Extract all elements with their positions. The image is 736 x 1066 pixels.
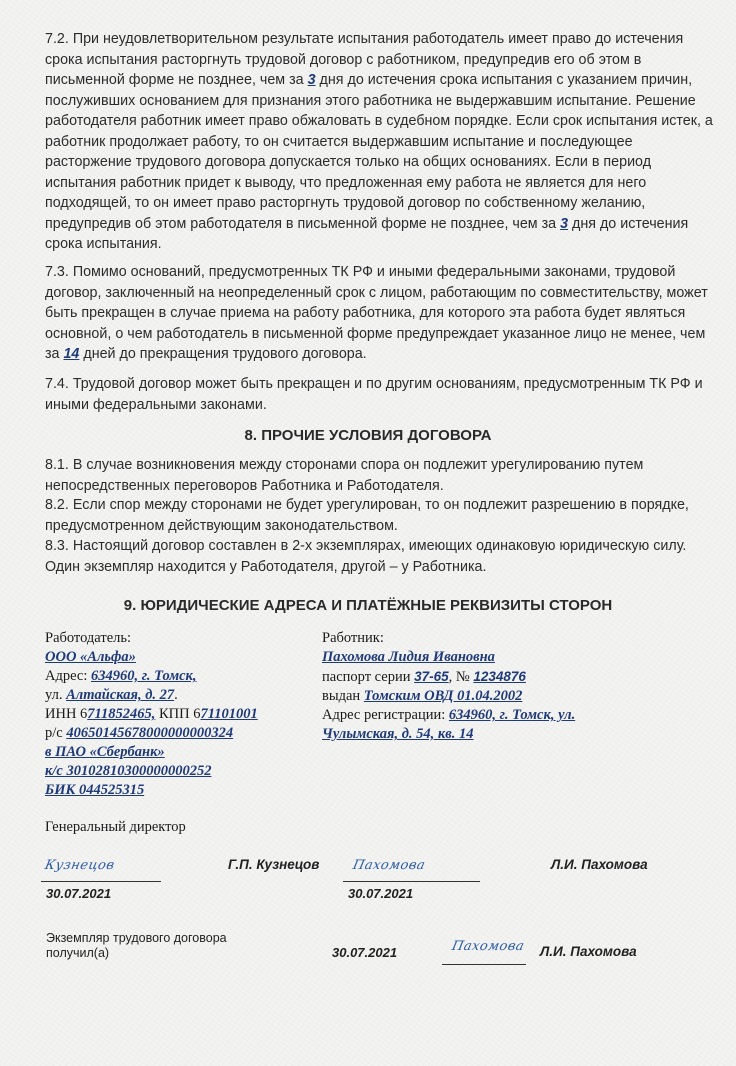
receipt-signer-name: Л.И. Пахомова (540, 944, 637, 959)
employee-label: Работник: (322, 630, 384, 646)
clause-7-3: 7.3. Помимо оснований, предусмотренных ТК РФ и иными федеральными законами, трудовой договор, заключенный на неопределенный срок с лицом, работающим по совместительству, может быть прекращен в случае приема на работу работника, для которого эта работа будет являться основной, о чем работодатель в письменной форме предупреждает указанное лицо не менее, чем за 14 дней до прекращения трудового договора. (45, 264, 708, 362)
director-title: Генеральный директор (45, 819, 186, 835)
employee-signature-line (343, 881, 480, 882)
section-8-title: 8. ПРОЧИЕ УСЛОВИЯ ДОГОВОРА (244, 427, 492, 444)
clause-8-2: 8.2. Если спор между сторонами не будет урегулирован, то он подлежит разрешению в порядке, предусмотренном действующим законодательством. (45, 497, 689, 534)
section-9-title: 9. ЮРИДИЧЕСКИЕ АДРЕСА И ПЛАТЁЖНЫЕ РЕКВИЗИТЫ СТОРОН (123, 597, 613, 614)
employer-corr-account: к/с 30102810300000000252 (45, 763, 212, 779)
clause-8-1: 8.1. В случае возникновения между сторонами спора он подлежит урегулированию путем непосредственных переговоров Работника и Работодателя. (45, 457, 644, 494)
employer-bank: в ПАО «Сбербанк» (45, 744, 165, 760)
notice-days-field: 3 (560, 215, 569, 232)
employee-details: Работник: Пахомова Лидия Ивановна паспорт серии 37-65, № 1234876 выдан Томским ОВД 01.04.2002 Адрес регистрации: 634960, г. Томск, ул. Чулымская, д. 54, кв. 14 (322, 630, 576, 742)
employee-sign-date: 30.07.2021 (348, 886, 414, 901)
employee-reg-address-cont: Чулымская, д. 54, кв. 14 (322, 726, 474, 742)
notice-days-field: 3 (307, 72, 316, 88)
employer-inn: 711852465, (87, 706, 156, 722)
employer-signature: Кузнецов (43, 858, 117, 873)
employee-signature: Пахомова (351, 858, 427, 873)
employer-signer-name: Г.П. Кузнецов (228, 857, 320, 872)
employer-kpp: 71101001 (200, 706, 258, 722)
employer-account: 40650145678000000000324 (66, 725, 234, 741)
employee-reg-address: 634960, г. Томск, ул. (448, 707, 576, 723)
receipt-signature: Пахомова (450, 939, 526, 954)
employer-sign-date: 30.07.2021 (46, 886, 112, 901)
employer-signature-line (41, 881, 161, 882)
receipt-date: 30.07.2021 (332, 945, 398, 960)
employee-name: Пахомова Лидия Ивановна (322, 649, 495, 665)
employer-name: ООО «Альфа» (45, 649, 136, 665)
clause-7-2: 7.2. При неудовлетворительном результате испытания работодатель имеет право до истечения срока испытания расторгнуть трудовой договор с работником, предупредив его об этом в письменной форме не позднее, чем за 3 дня до истечения срока испытания с указанием причин, послуживших основанием для признания этого работника не выдержавшим испытание. Решение работодателя работник имеет право обжаловать в судебном порядке. Если срок испытания истек, а работник продолжает работу, то он считается выдержавшим испытание и последующее расторжение трудового договора допускается только на общих основаниях. Если в период испытания работник придет к выводу, что предложенная ему работа не является для него подходящей, то он имеет право расторгнуть трудовой договор по собственному желанию, предупредив об этом работодателя в письменной форме не позднее, чем за 3 дня до истечения срока испытания. (45, 31, 713, 252)
employer-details: Работодатель: ООО «Альфа» Адрес: 634960, г. Томск, ул. Алтайская, д. 27. ИНН 6711852465, КПП 671101001 р/с 40650145678000000000324 в ПАО «Сбербанк» к/с 30102810300000000252 БИК 044525315 (45, 630, 258, 798)
employer-bik: БИК 044525315 (45, 782, 145, 798)
passport-series: 37-65 (414, 669, 449, 684)
employer-street: Алтайская, д. 27 (66, 687, 175, 703)
passport-number: 1234876 (473, 669, 526, 684)
clause-8-3: 8.3. Настоящий договор составлен в 2-х экземплярах, имеющих одинаковую юридическую силу. Один экземпляр находится у Работодателя, другой – у Работника. (45, 538, 687, 575)
receipt-signature-line (442, 964, 526, 965)
passport-issued-by: Томским ОВД 01.04.2002 (363, 688, 523, 704)
employee-signer-name: Л.И. Пахомова (551, 857, 648, 872)
clause-7-4: 7.4. Трудовой договор может быть прекращен и по другим основаниям, предусмотренным ТК РФ и иными федеральными законами. (45, 376, 703, 413)
notice-days-field: 14 (63, 346, 80, 362)
employer-label: Работодатель: (45, 630, 132, 646)
employer-address: 634960, г. Томск, (91, 668, 197, 684)
receipt-label: Экземпляр трудового договора получил(а) (46, 931, 227, 960)
